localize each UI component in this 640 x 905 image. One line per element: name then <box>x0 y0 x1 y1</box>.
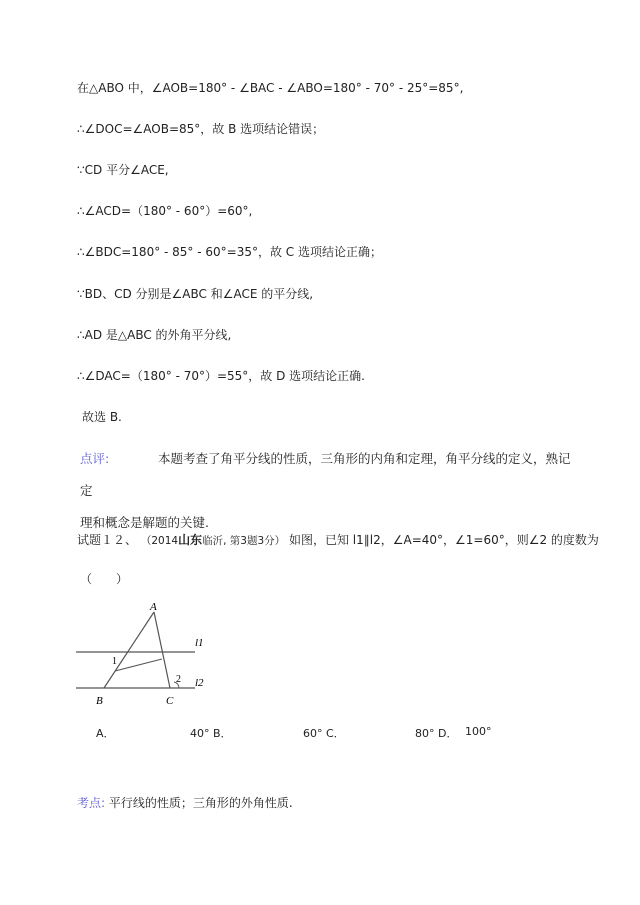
label-l2: l2 <box>195 677 204 689</box>
label-l1: l1 <box>195 637 204 649</box>
geometry-figure <box>70 598 210 713</box>
comment-block <box>80 443 580 539</box>
solution-line-6: ∵BD、CD 分别是∠ABC 和∠ACE 的平分线, <box>77 287 314 301</box>
solution-line-3: ∵CD 平分∠ACE, <box>77 163 169 177</box>
question-source-open: （2014 <box>140 535 179 547</box>
solution-line-8: ∴∠DAC=（180° - 70°）=55°，故 D 选项结论正确. <box>77 369 365 383</box>
option-b-value: 60° C． <box>303 727 345 740</box>
question-source-bold: 山东 <box>178 533 203 547</box>
question-prefix: 试题１２、 <box>77 533 138 547</box>
option-a-value: 40° B． <box>190 727 232 740</box>
solution-line-2: ∴∠DOC=∠AOB=85°，故 B 选项结论错误； <box>77 122 325 136</box>
solution-line-7: ∴AD 是△ABC 的外角平分线, <box>77 328 232 342</box>
option-c-value: 80° D． <box>415 727 458 740</box>
question-source-rest: 临沂, 第3题3分） <box>202 535 286 547</box>
question-line <box>77 531 599 548</box>
exam-point-text: 平行线的性质；三角形的外角性质. <box>108 796 293 810</box>
solution-line-1: 在△ABO 中，∠AOB=180° - ∠BAC - ∠ABO=180° - 70° - 25°=85°, <box>77 81 464 95</box>
solution-line-4: ∴∠ACD=（180° - 60°）=60°, <box>77 204 253 218</box>
segment-ab <box>104 612 154 688</box>
label-angle-1: 1 <box>112 656 117 667</box>
label-c: C <box>166 695 174 707</box>
solution-line-5: ∴∠BDC=180° - 85° - 60°=35°，故 C 选项结论正确； <box>77 245 382 259</box>
option-d-value: 100° <box>465 725 492 738</box>
label-a: A <box>150 601 157 613</box>
label-b: B <box>96 695 103 707</box>
comment-text-2: 理和概念是解题的关键. <box>80 515 209 530</box>
exam-point-label: 考点: <box>77 796 106 810</box>
answer-line: 故选 B. <box>82 410 122 424</box>
segment-ac <box>154 612 170 688</box>
comment-text-1: 本题考查了角平分线的性质，三角形的内角和定理，角平分线的定义，熟记定 <box>80 451 571 498</box>
exam-point <box>77 794 293 811</box>
question-blank: （ ） <box>80 572 129 586</box>
comment-label: 点评: <box>80 451 110 466</box>
label-angle-2: 2 <box>176 674 181 685</box>
question-text: 如图，已知 l1∥l2，∠A=40°，∠1=60°，则∠2 的度数为 <box>288 533 599 547</box>
option-a-label: A． <box>96 727 115 740</box>
